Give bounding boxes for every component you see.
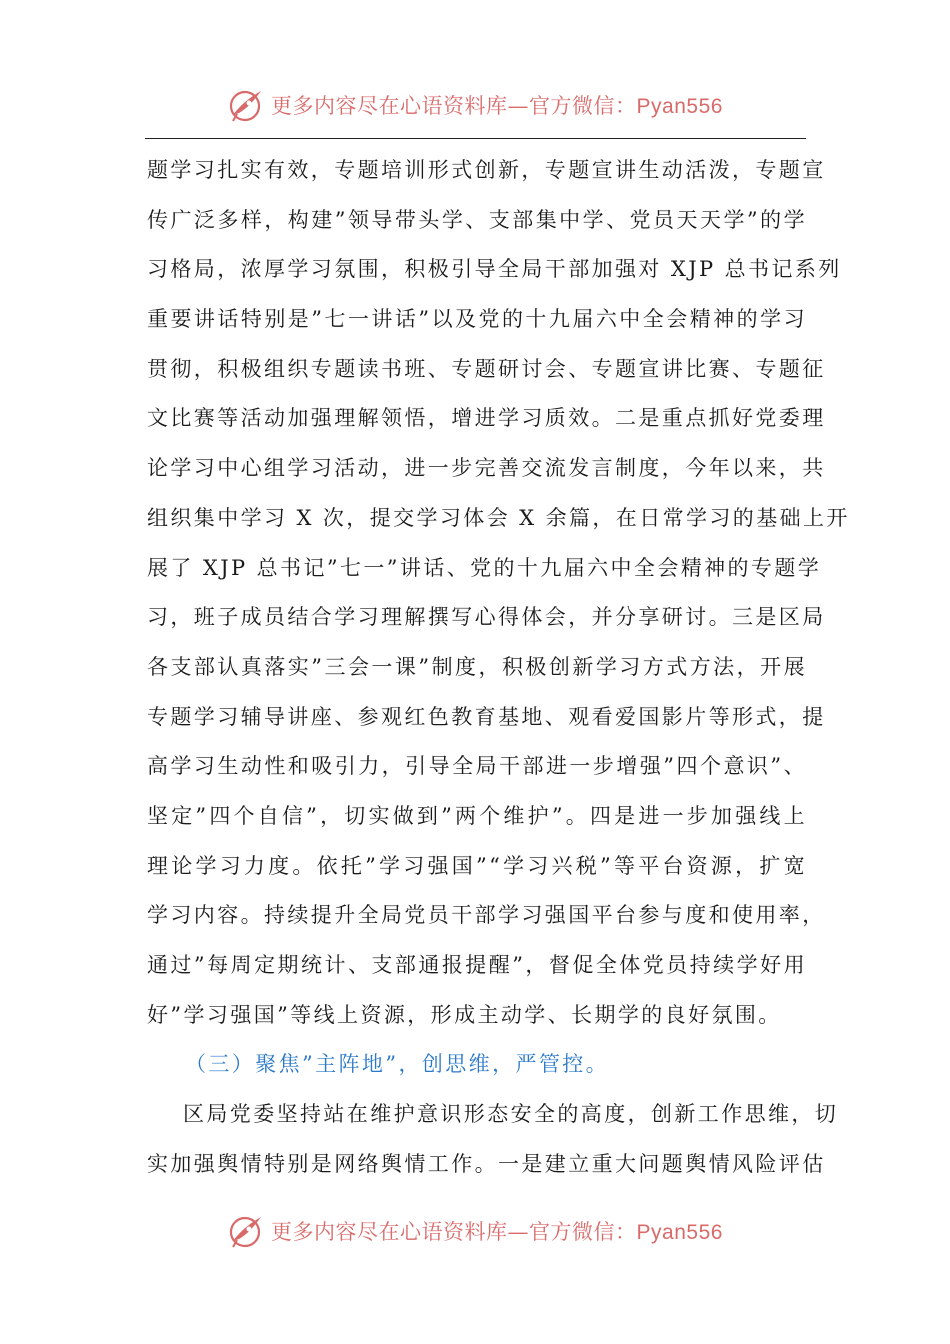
text-line: 理论学习力度。依托”学习强国”“学习兴税”等平台资源，扩宽 — [147, 853, 807, 878]
quill-pen-logo-icon — [227, 85, 267, 125]
text-line: 重要讲话特别是”七一讲话”以及党的十九届六中全会精神的学习 — [147, 307, 807, 332]
section-heading: （三）聚焦”主阵地”，创思维，严管控。 — [185, 1052, 610, 1077]
text-line: 学习内容。持续提升全局党员干部学习强国平台参与度和使用率， — [147, 903, 826, 928]
text-line: 论学习中心组学习活动，进一步完善交流发言制度，今年以来，共 — [147, 456, 826, 481]
header-banner — [0, 82, 950, 128]
header-divider — [145, 138, 806, 139]
text-line: 专题学习辅导讲座、参观红色教育基地、观看爱国影片等形式，提 — [147, 704, 826, 729]
text-line: 好”学习强国”等线上资源，形成主动学、长期学的良好氛围。 — [147, 1002, 782, 1027]
text-line: 各支部认真落实”三会一课”制度，积极创新学习方式方法，开展 — [147, 654, 807, 679]
text-line: 高学习生动性和吸引力，引导全局干部进一步增强”四个意识”、 — [147, 754, 807, 779]
text-line: 文比赛等活动加强理解领悟，增进学习质效。二是重点抓好党委理 — [147, 406, 826, 431]
text-line: 坚定”四个自信”，切实做到”两个维护”。四是进一步加强线上 — [147, 803, 807, 828]
banner-text: 更多内容尽在心语资料库—官方微信：Pyan556 — [271, 1220, 723, 1244]
text-line: 传广泛多样，构建”领导带头学、支部集中学、党员天天学”的学 — [147, 207, 807, 232]
banner-text: 更多内容尽在心语资料库—官方微信：Pyan556 — [271, 94, 723, 118]
text-line: 习格局，浓厚学习氛围，积极引导全局干部加强对 XJP 总书记系列 — [147, 257, 842, 282]
wechat-id: Pyan556 — [636, 95, 723, 118]
text-line: 通过”每周定期统计、支部通报提醒”，督促全体党员持续学好用 — [147, 953, 807, 977]
text-line: 组织集中学习 X 次，提交学习体会 X 余篇，在日常学习的基础上开 — [147, 505, 850, 530]
text-line: 贯彻，积极组织专题读书班、专题研讨会、专题宣讲比赛、专题征 — [147, 356, 826, 381]
text-line: 题学习扎实有效，专题培训形式创新，专题宣讲生动活泼，专题宣 — [147, 158, 826, 182]
quill-pen-logo-icon — [227, 1211, 267, 1251]
text-line: 展了 XJP 总书记”七一”讲话、党的十九届六中全会精神的专题学 — [147, 555, 822, 580]
wechat-id: Pyan556 — [636, 1221, 723, 1244]
text-line: 习，班子成员结合学习理解撰写心得体会，并分享研讨。三是区局 — [147, 605, 826, 630]
text-line: 区局党委坚持站在维护意识形态安全的高度，创新工作思维，切 — [183, 1102, 839, 1127]
document-body — [147, 146, 850, 1189]
text-line: 实加强舆情特别是网络舆情工作。一是建立重大问题舆情风险评估 — [147, 1151, 826, 1176]
footer-banner — [0, 1208, 950, 1254]
